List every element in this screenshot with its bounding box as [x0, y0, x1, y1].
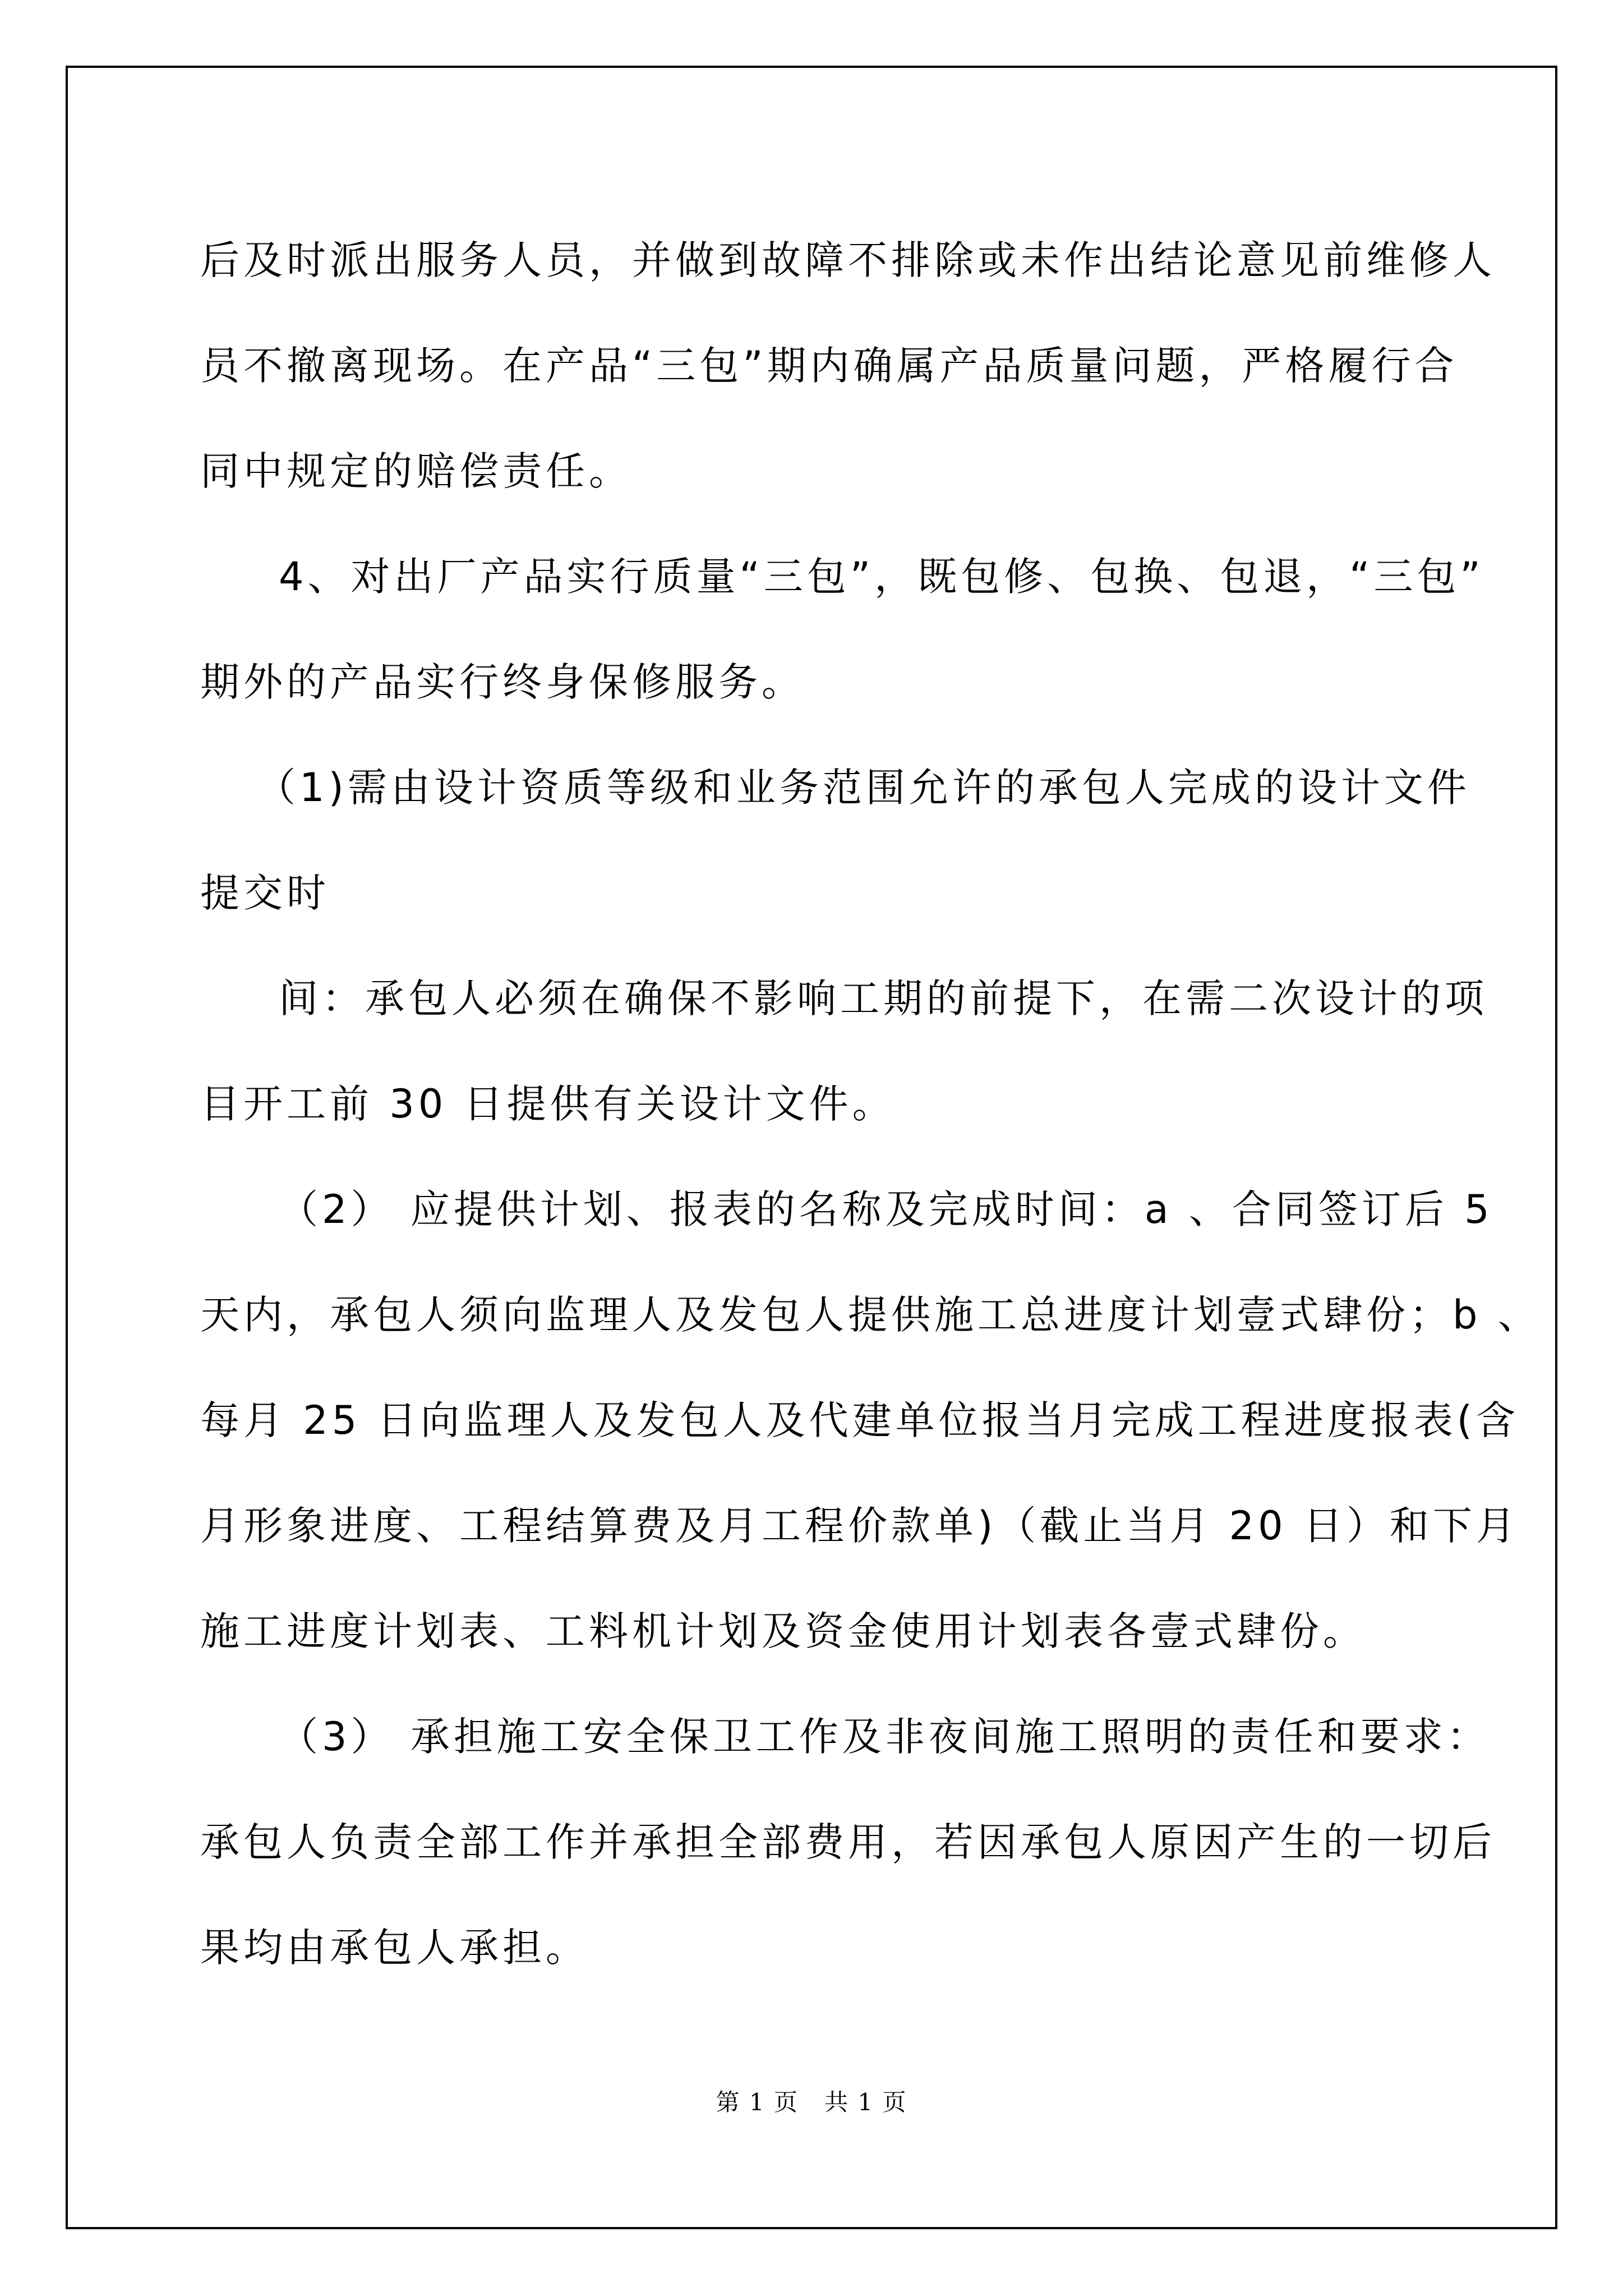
text-line: 间：承包人必须在确保不影响工期的前提下，在需二次设计的项 [279, 976, 1488, 1022]
text-line: 后及时派出服务人员，并做到故障不排除或未作出结论意见前维修人 [200, 237, 1496, 283]
text-line: 目开工前 30 日提供有关设计文件。 [200, 1081, 896, 1127]
text-line: 天内，承包人须向监理人及发包人提供施工总进度计划壹式肆份；b 、 [200, 1292, 1541, 1338]
text-line: （3） 承担施工安全保卫工作及非夜间施工照明的责任和要求： [279, 1714, 1490, 1760]
text-line: 施工进度计划表、工料机计划及资金使用计划表各壹式肆份。 [200, 1608, 1366, 1654]
document-body [200, 208, 1541, 2000]
text-line: （1)需由设计资质等级和业务范围允许的承包人完成的设计文件 [256, 765, 1470, 811]
text-line: 每月 25 日向监理人及发包人及代建单位报当月完成工程进度报表(含 [200, 1397, 1519, 1443]
text-line: 员不撤离现场。在产品“三包”期内确属产品质量问题，严格履行合 [200, 343, 1458, 389]
text-line: 同中规定的赔偿责任。 [200, 448, 632, 494]
text-line: 月形象进度、工程结算费及月工程价款单)（截止当月 20 日）和下月 [200, 1503, 1519, 1549]
text-line: 4、对出厂产品实行质量“三包”，既包修、包换、包退，“三包” [279, 554, 1484, 600]
page-footer: 第 1 页 共 1 页 [716, 2088, 907, 2116]
text-line: 期外的产品实行终身保修服务。 [200, 659, 805, 705]
text-line: 果均由承包人承担。 [200, 1925, 589, 1971]
text-line: 承包人负责全部工作并承担全部费用，若因承包人原因产生的一切后 [200, 1819, 1496, 1865]
text-line: 提交时 [200, 870, 330, 916]
text-line: （2） 应提供计划、报表的名称及完成时间：a 、合同签订后 5 [279, 1186, 1493, 1232]
